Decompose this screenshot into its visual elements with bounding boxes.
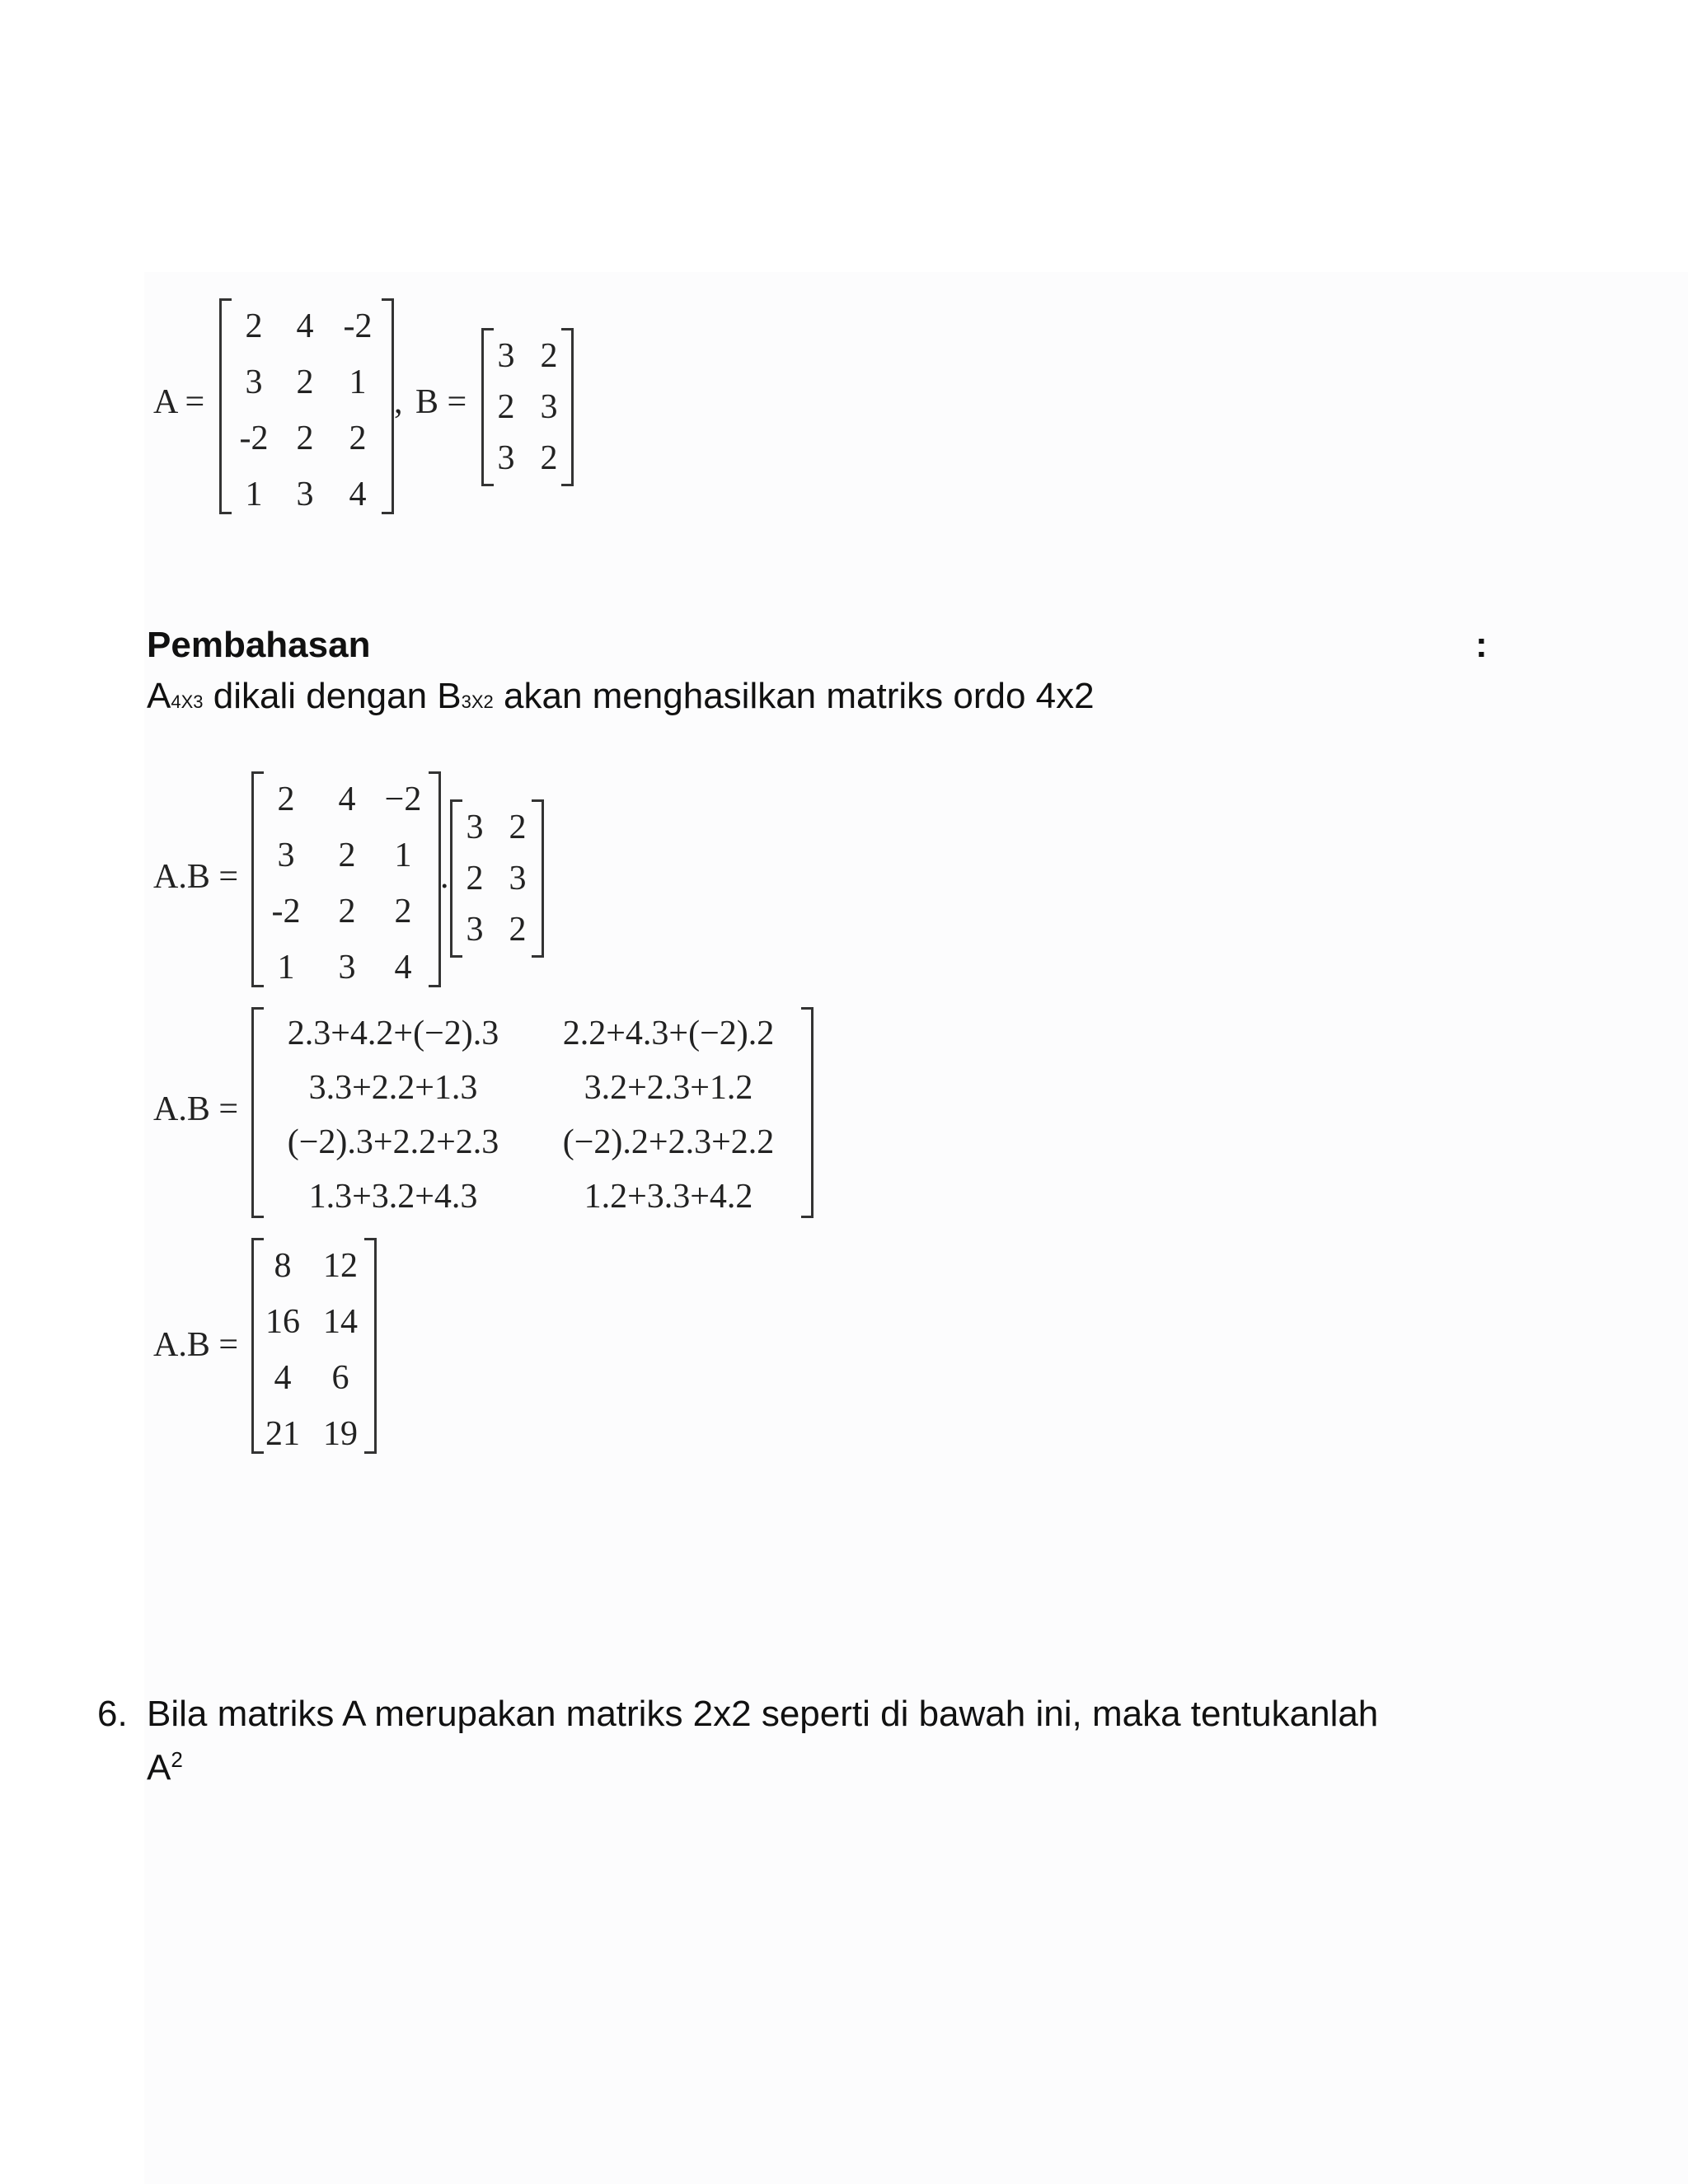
matrix-row [251, 1409, 377, 1459]
step3-label: A.B = [153, 1326, 239, 1364]
matrix-row [450, 854, 544, 903]
matrix-cell: 3 [245, 363, 263, 401]
step1-matrix-a [251, 771, 441, 987]
matrix-cell: 3 [497, 439, 515, 477]
matrix-row [219, 414, 394, 463]
heading-colon: : [1475, 625, 1488, 665]
result-matrix [251, 1238, 377, 1454]
matrix-row [251, 1118, 814, 1167]
matrix-cell: 2 [466, 860, 484, 898]
matrix-row [251, 1172, 814, 1221]
matrix-b [481, 328, 574, 486]
matrix-cell: 3 [338, 949, 356, 987]
matrix-cell: 2 [349, 419, 367, 457]
matrix-cell: 2 [394, 893, 412, 930]
matrix-cell: 2 [540, 439, 558, 477]
matrix-cell: -2 [271, 893, 301, 930]
matrix-row [251, 1297, 377, 1347]
page-background [144, 272, 1688, 2184]
step2-matrix [251, 1007, 814, 1218]
matrix-cell: 2.3+4.2+(−2).3 [287, 1015, 499, 1052]
matrix-cell: 1 [245, 476, 263, 513]
matrix-cell: 3 [466, 808, 484, 846]
matrix-cell: 2 [296, 419, 314, 457]
matrix-cell: 8 [274, 1247, 292, 1285]
matrix-row [450, 803, 544, 852]
matrix-cell: 6 [331, 1359, 349, 1397]
matrix-cell: 1 [394, 837, 412, 874]
matrix-a [219, 298, 394, 514]
matrix-row [251, 943, 441, 992]
matrix-row [219, 302, 394, 351]
step1-matrix-b [450, 799, 544, 958]
matrix-cell: 3.3+2.2+1.3 [308, 1069, 478, 1107]
matrix-cell: 1 [277, 949, 295, 987]
matrix-cell: −2 [384, 780, 422, 818]
matrix-cell: 2 [277, 780, 295, 818]
matrix-row [251, 1063, 814, 1113]
matrix-cell: -2 [343, 307, 373, 345]
step1-label: A.B = [153, 858, 239, 896]
matrix-cell: 3 [296, 476, 314, 513]
question-base: A [147, 1747, 171, 1788]
matrix-row [481, 382, 574, 432]
step1-dot: . [440, 858, 449, 896]
matrix-cell: 19 [323, 1415, 358, 1453]
matrix-cell: 3 [497, 337, 515, 375]
intro-mid: dikali dengan B [203, 676, 462, 716]
matrix-row [251, 831, 441, 880]
matrix-cell: 2 [540, 337, 558, 375]
matrix-row [251, 1009, 814, 1058]
matrix-row [481, 331, 574, 381]
intro-a: A [147, 676, 171, 716]
matrix-cell: 1.2+3.3+4.2 [584, 1178, 753, 1216]
matrix-row [450, 905, 544, 954]
matrix-cell: 3 [540, 388, 558, 426]
matrix-b-label: B = [415, 383, 467, 421]
matrix-cell: 4 [338, 780, 356, 818]
matrix-row [251, 775, 441, 824]
intro-a-order: 4X3 [171, 691, 204, 712]
question-number: 6. [97, 1694, 128, 1734]
matrix-cell: 2 [338, 893, 356, 930]
matrix-cell: 1 [349, 363, 367, 401]
matrix-cell: 2 [296, 363, 314, 401]
matrix-cell: 3 [509, 860, 527, 898]
matrix-cell: (−2).3+2.2+2.3 [287, 1123, 499, 1161]
matrix-cell: 12 [323, 1247, 358, 1285]
matrix-row [251, 1241, 377, 1291]
matrix-cell: 1.3+3.2+4.3 [308, 1178, 478, 1216]
matrix-cell: 2 [509, 911, 527, 949]
matrix-row [219, 358, 394, 407]
matrix-row [251, 1353, 377, 1403]
matrix-cell: 2 [509, 808, 527, 846]
matrix-cell: 4 [349, 476, 367, 513]
matrix-cell: 14 [323, 1303, 358, 1341]
matrix-cell: 4 [274, 1359, 292, 1397]
matrix-cell: 4 [296, 307, 314, 345]
question-exponent: 2 [171, 1747, 183, 1772]
matrix-cell: 4 [394, 949, 412, 987]
matrix-row [481, 434, 574, 483]
matrix-cell: 21 [265, 1415, 300, 1453]
question-text: Bila matriks A merupakan matriks 2x2 seperti di bawah ini, maka tentukanlah [147, 1694, 1379, 1734]
matrix-cell: 2.2+4.3+(−2).2 [562, 1015, 775, 1052]
step2-label: A.B = [153, 1090, 239, 1128]
intro-rest: akan menghasilkan matriks ordo 4x2 [493, 676, 1095, 716]
matrix-cell: 16 [265, 1303, 300, 1341]
matrix-cell: 2 [338, 837, 356, 874]
section-heading: Pembahasan [147, 625, 371, 665]
matrix-separator: , [394, 383, 403, 421]
matrix-row [251, 887, 441, 936]
intro-text [147, 676, 1095, 717]
matrix-cell: 3 [277, 837, 295, 874]
matrix-cell: 3 [466, 911, 484, 949]
question-a-squared [147, 1747, 183, 1789]
intro-b-order: 3X2 [461, 691, 494, 712]
matrix-cell: 3.2+2.3+1.2 [584, 1069, 753, 1107]
matrix-row [219, 470, 394, 519]
matrix-cell: (−2).2+2.3+2.2 [562, 1123, 775, 1161]
matrix-a-label: A = [153, 383, 205, 421]
matrix-cell: 2 [245, 307, 263, 345]
matrix-cell: -2 [239, 419, 269, 457]
matrix-cell: 2 [497, 388, 515, 426]
